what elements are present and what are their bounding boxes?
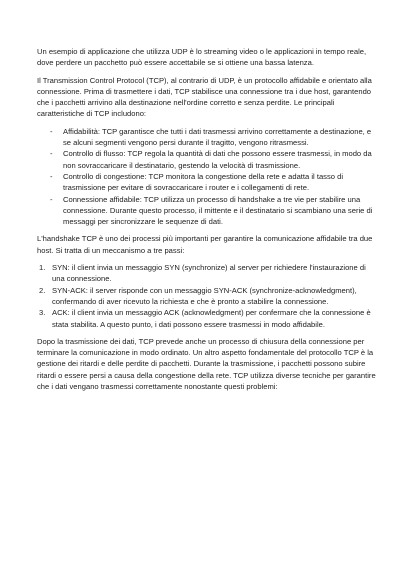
intro-paragraph: Un esempio di applicazione che utilizza UDP è lo streaming video o le applicazioni in tempo reale, dove perdere un pacchetto può essere accettabile se si ottiene una bassa latenza. — [37, 47, 367, 68]
document-page — [37, 46, 377, 398]
list-item — [37, 194, 377, 228]
list-item — [37, 285, 377, 308]
step-number: 1. — [39, 263, 46, 273]
bullet-marker: - — [50, 194, 53, 204]
list-item-text: SYN: il client invia un messaggio SYN (synchronize) al server per richiedere l'instaurazione di una connessione. — [52, 263, 366, 284]
tcp-features-list — [37, 126, 377, 228]
list-item-text: SYN-ACK: il server risponde con un messaggio SYN-ACK (synchronize-acknowledgment), confermando di aver ricevuto la richiesta e che è pronto a stabilire la connessione. — [52, 285, 357, 306]
step-number: 2. — [39, 285, 46, 295]
list-item — [37, 171, 377, 194]
list-item — [37, 262, 377, 285]
step-number: 3. — [39, 308, 46, 318]
list-item-text: Connessione affidabile: TCP utilizza un processo di handshake a tre vie per stabilire una connessione. Durante questo processo, il mittente e il destinatario si scambiano una serie di messaggi per sincronizzare le sequenze di dati. — [63, 194, 373, 227]
list-item-text: Controllo di flusso: TCP regola la quantità di dati che possono essere trasmessi, in modo da non sovraccaricare il destinatario, gestendo la velocità di trasmissione. — [63, 149, 372, 170]
list-item — [37, 307, 377, 330]
handshake-steps-list — [37, 262, 377, 330]
closing-paragraph: Dopo la trasmissione dei dati, TCP prevede anche un processo di chiusura della connessione per terminare la comunicazione in modo ordinato. Un altro aspetto fondamentale del protocollo TCP è la gestione dei ritardi e delle perdite di pacchetti. Durante la trasmissione, i pacchetti possono subire ritardi o essere persi a causa della congestione della rete. TCP utilizza diverse tecniche per garantire che i dati vengano trasmessi correttamente nonostante questi problemi: — [37, 336, 376, 392]
list-item — [37, 126, 377, 149]
list-item-text: Affidabilità: TCP garantisce che tutti i dati trasmessi arrivino correttamente a destinazione, e se alcuni segmenti vengono persi durante il tragitto, vengono ritrasmessi. — [63, 126, 372, 148]
bullet-marker: - — [50, 171, 53, 181]
tcp-intro-paragraph: Il Transmission Control Protocol (TCP), al contrario di UDP, è un protocollo affidabile e orientato alla connessione. Prima di trasmettere i dati, TCP stabilisce una connessione tra i due host, garantendo che i pacchetti arrivino alla destinazione nell'ordine corretto e senza perdite. Le principali caratteristiche di TCP includono: — [37, 75, 372, 119]
list-item — [37, 148, 377, 171]
list-item-text: ACK: il client invia un messaggio ACK (acknowledgment) per confermare che la connessione è stata stabilita. A questo punto, i dati possono essere trasmessi in modo affidabile. — [52, 308, 371, 329]
bullet-marker: - — [50, 126, 53, 136]
list-item-text: Controllo di congestione: TCP monitora la congestione della rete e adatta il tasso di trasmissione per evitare di sovraccaricare i router e i collegamenti di rete. — [63, 171, 344, 193]
bullet-marker: - — [50, 149, 53, 159]
handshake-intro-paragraph: L'handshake TCP è uno dei processi più importanti per garantire la comunicazione affidabile tra due host. Si tratta di un meccanismo a tre passi: — [37, 234, 373, 255]
